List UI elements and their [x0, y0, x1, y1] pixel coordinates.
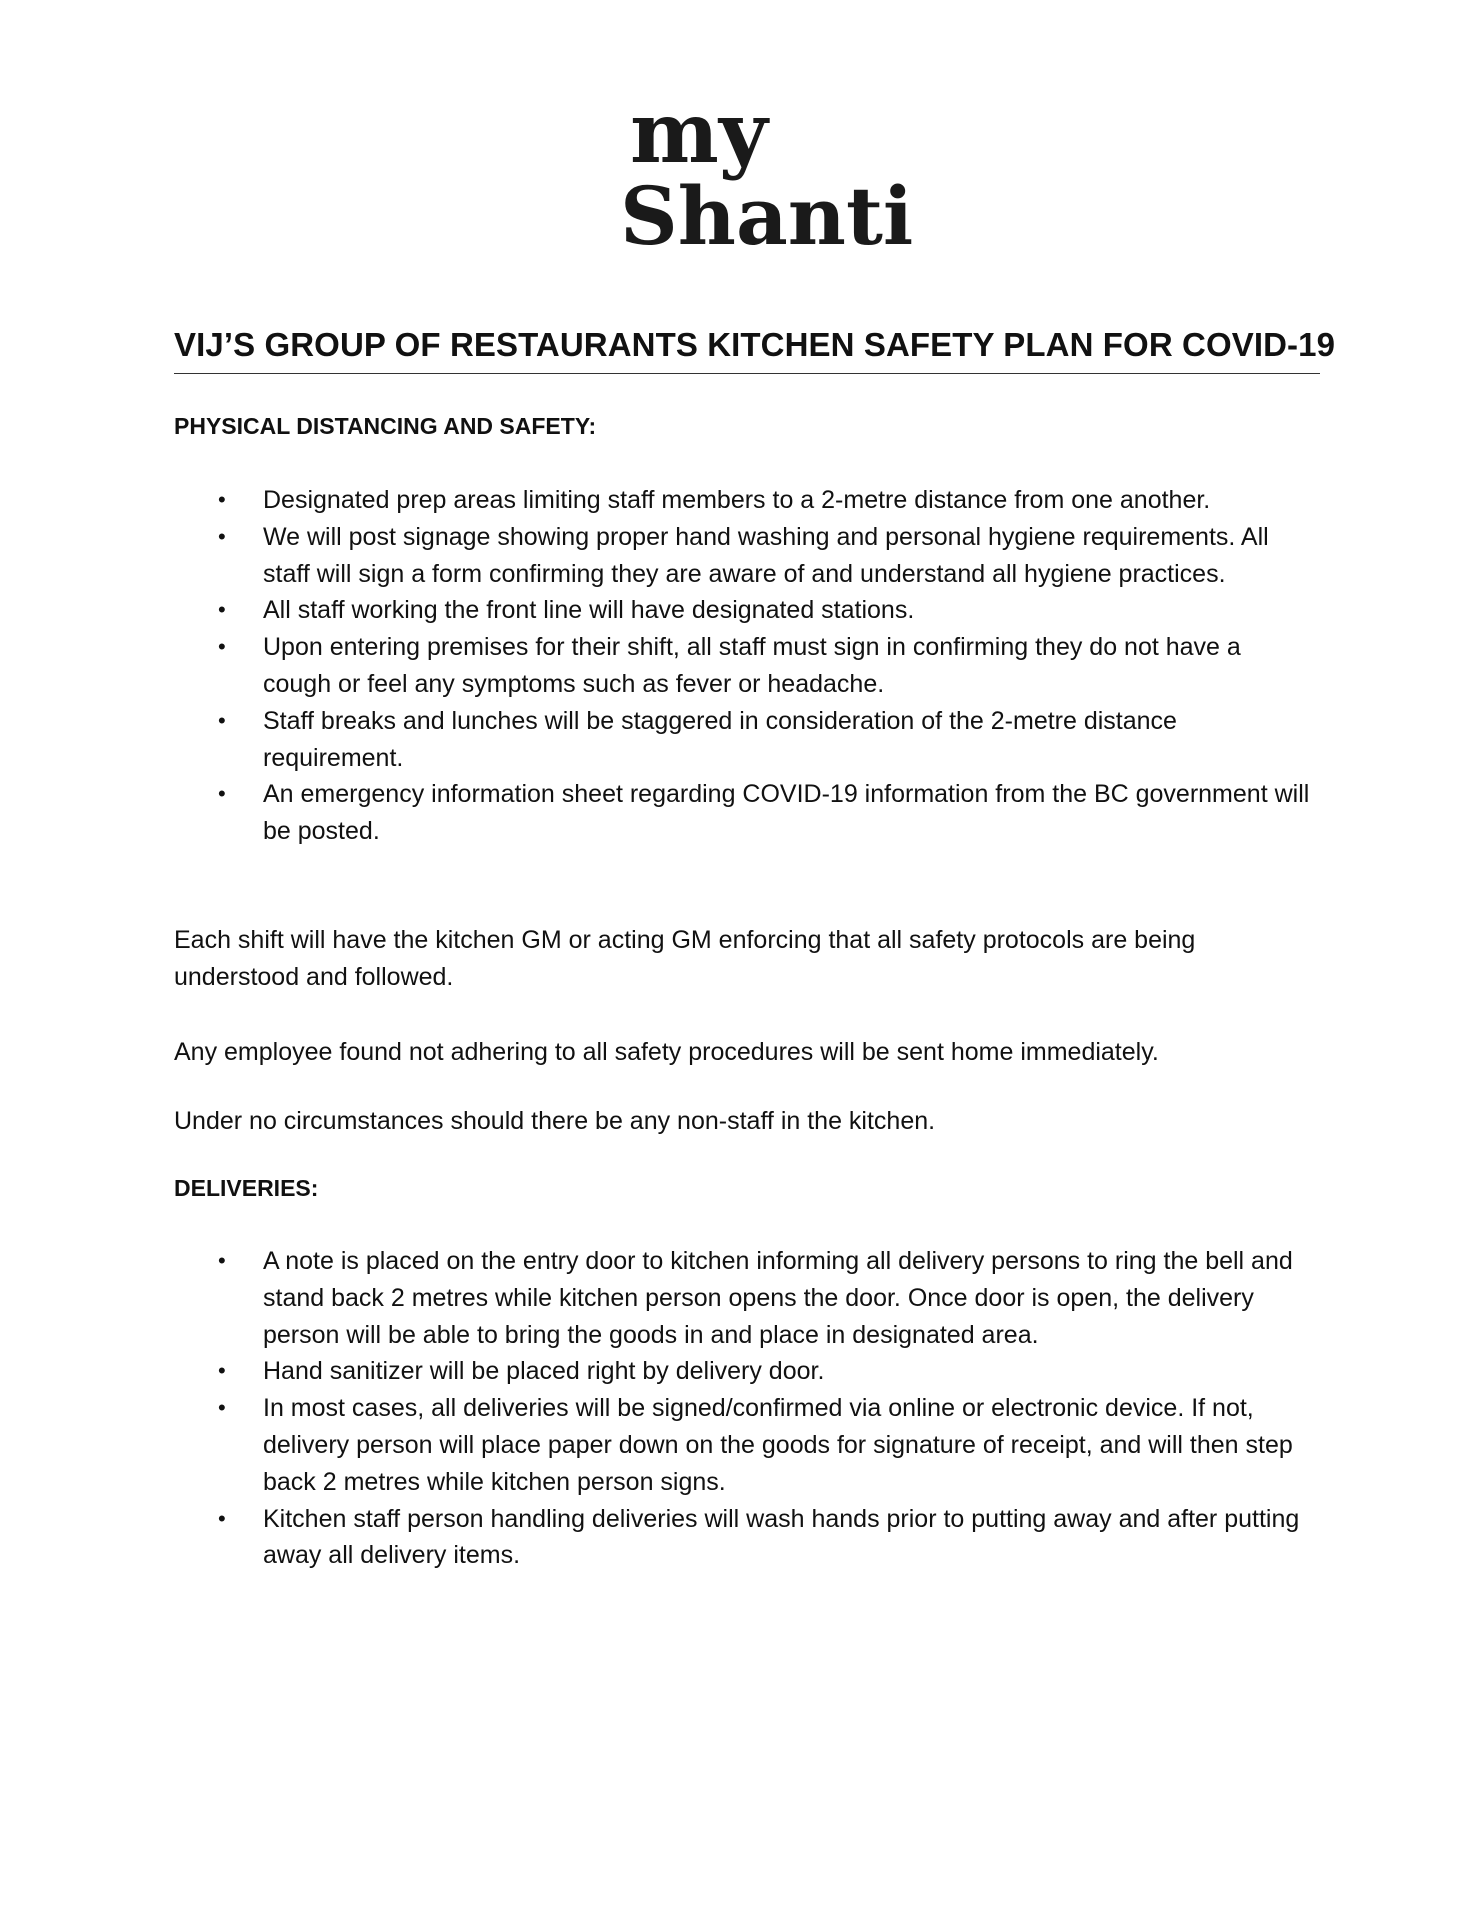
list-item	[174, 629, 1314, 703]
list-item	[174, 1501, 1314, 1575]
list-item-text: Kitchen staff person handling deliveries will wash hands prior to putting away and after putting away all delivery items.	[263, 1504, 1300, 1570]
logo-text-my: my	[630, 83, 768, 182]
list-item-text: All staff working the front line will have designated stations.	[263, 596, 915, 625]
logo-wordmark	[620, 83, 914, 272]
list-item	[174, 592, 1314, 629]
title-underline	[174, 373, 1320, 374]
list-item-text: Upon entering premises for their shift, all staff must sign in confirming they do not have a cough or feel any symptoms such as fever or headache.	[263, 633, 1241, 698]
bullet-icon: •	[218, 1358, 226, 1384]
deliveries-list	[174, 1243, 1314, 1574]
bullet-icon: •	[218, 523, 226, 549]
list-item	[174, 519, 1314, 593]
bullet-icon: •	[218, 487, 226, 512]
paragraph-non-staff: Under no circumstances should there be any non-staff in the kitchen.	[174, 1107, 936, 1135]
physical-distancing-list	[174, 482, 1314, 850]
document-title: VIJ’S GROUP OF RESTAURANTS KITCHEN SAFETY PLAN FOR COVID-19	[174, 326, 1336, 363]
bullet-icon: •	[218, 1395, 226, 1421]
bullet-icon: •	[218, 781, 226, 807]
list-item-text: Staff breaks and lunches will be staggered in consideration of the 2-metre distance requirement.	[263, 706, 1177, 772]
list-item	[174, 1390, 1314, 1500]
bullet-icon: •	[218, 707, 226, 733]
paragraph-shift-enforcement: Each shift will have the kitchen GM or acting GM enforcing that all safety protocols are being understood and followed.	[174, 926, 1196, 991]
bullet-icon: •	[218, 597, 226, 623]
section-heading-physical-distancing: PHYSICAL DISTANCING AND SAFETY:	[174, 413, 597, 439]
bullet-icon: •	[218, 1505, 226, 1531]
list-item	[174, 482, 1314, 519]
brand-logo	[620, 83, 914, 272]
list-item-text: An emergency information sheet regarding COVID-19 information from the BC government will be posted.	[263, 780, 1310, 846]
list-item	[174, 1353, 1314, 1390]
list-item	[174, 776, 1314, 850]
list-item-text: Hand sanitizer will be placed right by delivery door.	[263, 1357, 825, 1386]
list-item-text: Designated prep areas limiting staff members to a 2-metre distance from one another.	[263, 486, 1211, 514]
section-heading-deliveries: DELIVERIES:	[174, 1175, 319, 1201]
list-item-text: In most cases, all deliveries will be signed/confirmed via online or electronic device. If not, delivery person will place paper down on the goods for signature of receipt, and will then step back 2 metres while kitchen person signs.	[263, 1394, 1293, 1496]
list-item	[174, 703, 1314, 777]
list-item-text: We will post signage showing proper hand washing and personal hygiene requirements. All staff will sign a form confirming they are aware of and understand all hygiene practices.	[263, 522, 1269, 588]
bullet-icon: •	[218, 634, 226, 660]
list-item	[174, 1243, 1314, 1353]
bullet-icon: •	[218, 1248, 226, 1273]
paragraph-non-adherence: Any employee found not adhering to all safety procedures will be sent home immediately.	[174, 1038, 1159, 1066]
logo-text-shanti: Shanti	[620, 169, 914, 263]
list-item-text: A note is placed on the entry door to kitchen informing all delivery persons to ring the bell and stand back 2 metres while kitchen person opens the door. Once door is open, the delivery person will be able to bring the goods in and place in designated area.	[263, 1247, 1293, 1349]
